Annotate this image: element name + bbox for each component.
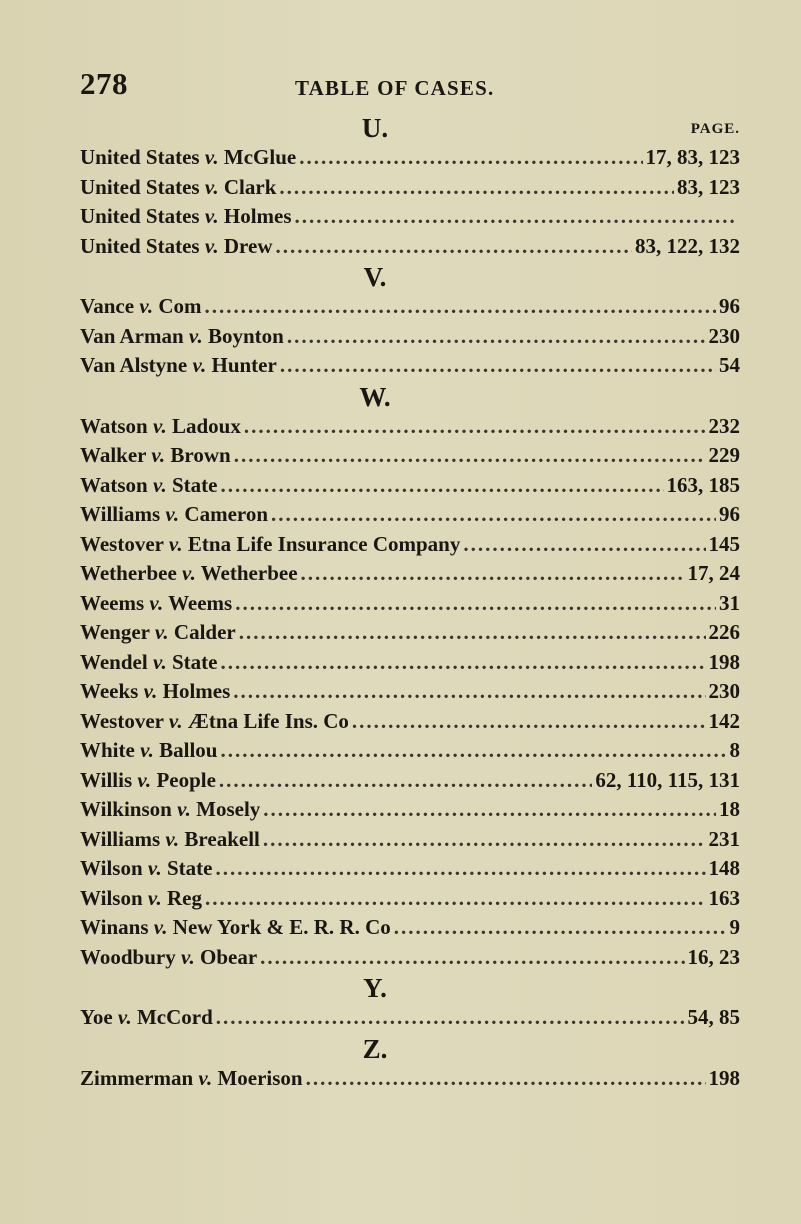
case-entry (80, 471, 740, 501)
defendant: Mosely (196, 797, 261, 821)
case-name (80, 1003, 213, 1033)
section-z (80, 1034, 740, 1094)
dot-leader (295, 202, 737, 232)
case-entry (80, 648, 740, 678)
defendant: Weems (168, 590, 233, 615)
dot-leader (205, 884, 706, 914)
plaintiff: United States (80, 174, 200, 199)
plaintiff: Vance (80, 294, 135, 318)
versus: v. (204, 145, 219, 169)
section-y (80, 973, 740, 1033)
dot-leader (220, 648, 705, 678)
defendant: Cameron (184, 502, 269, 526)
page-references: 31 (719, 590, 740, 615)
page-references: 62, 110, 115, 131 (595, 767, 740, 792)
versus: v. (204, 174, 219, 199)
case-name (80, 589, 232, 619)
section-w (80, 382, 740, 973)
plaintiff: Watson (80, 472, 148, 497)
dot-leader (219, 766, 592, 796)
case-name (80, 202, 292, 232)
page-references: 142 (708, 708, 740, 733)
dot-leader (263, 795, 716, 825)
section-letter: V. (363, 262, 387, 292)
defendant: Etna Life Insurance Company (187, 531, 461, 556)
dot-leader (235, 589, 716, 619)
case-entry (80, 825, 740, 855)
page-header (80, 66, 740, 110)
plaintiff: Willis (80, 767, 133, 792)
case-entry (80, 943, 740, 973)
case-name (80, 913, 391, 943)
dot-leader (287, 322, 706, 352)
case-entry (80, 322, 740, 352)
case-entry (80, 530, 740, 560)
case-name (80, 143, 296, 173)
page-references: 54 (719, 353, 740, 377)
dot-leader (244, 412, 706, 442)
case-name (80, 943, 257, 973)
plaintiff: Williams (80, 826, 161, 851)
defendant: McCord (136, 1005, 213, 1029)
versus: v. (168, 531, 183, 556)
dot-leader (234, 441, 706, 471)
page-references: 229 (708, 443, 740, 467)
dot-leader (205, 292, 716, 322)
versus: v. (151, 443, 166, 467)
dot-leader (275, 232, 632, 262)
versus: v. (154, 620, 169, 644)
dot-leader (306, 1064, 706, 1094)
versus: v. (198, 1065, 213, 1090)
defendant: State (171, 472, 218, 497)
dot-leader (271, 500, 716, 530)
plaintiff: Yoe (80, 1005, 113, 1029)
case-entry (80, 202, 740, 232)
versus: v. (204, 204, 219, 228)
versus: v. (153, 915, 168, 939)
page-references: 96 (719, 294, 740, 318)
page-references: 163, 185 (666, 472, 740, 497)
dot-leader (279, 173, 674, 203)
versus: v. (152, 472, 167, 497)
page-references: 232 (708, 413, 740, 438)
case-name (80, 854, 212, 884)
plaintiff: Watson (80, 413, 148, 438)
case-name (80, 736, 217, 766)
plaintiff: Walker (80, 443, 147, 467)
versus: v. (147, 885, 162, 910)
dot-leader (263, 825, 706, 855)
case-name (80, 648, 217, 678)
case-entry (80, 559, 740, 589)
case-entry (80, 292, 740, 322)
case-name (80, 500, 268, 530)
page-references: 9 (729, 915, 740, 939)
plaintiff: Wilkinson (80, 797, 172, 821)
page-references: 17, 83, 123 (645, 145, 740, 169)
page-references: 96 (719, 502, 740, 526)
case-entry (80, 412, 740, 442)
case-entry (80, 766, 740, 796)
section-heading-row (80, 111, 740, 143)
page-references: 54, 85 (687, 1005, 740, 1029)
dot-leader (215, 854, 705, 884)
case-name (80, 292, 202, 322)
case-name (80, 530, 460, 560)
defendant: Brown (170, 443, 231, 467)
defendant: Ætna Life Ins. Co (187, 708, 349, 733)
case-name (80, 471, 217, 501)
case-entry (80, 1064, 740, 1094)
dot-leader (233, 677, 705, 707)
case-name (80, 707, 349, 737)
dot-leader (220, 471, 663, 501)
section-letter: Z. (362, 1033, 388, 1064)
section-letter: U. (361, 113, 389, 143)
versus: v. (204, 233, 219, 258)
plaintiff: Westover (80, 708, 164, 733)
plaintiff: Wendel (80, 649, 148, 674)
versus: v. (180, 944, 195, 969)
case-entry (80, 854, 740, 884)
case-entry (80, 173, 740, 203)
page-references: 148 (708, 856, 740, 880)
case-name (80, 766, 216, 796)
versus: v. (188, 323, 203, 348)
case-entry (80, 143, 740, 173)
page-references: 8 (729, 738, 740, 762)
defendant: Holmes (223, 204, 292, 228)
section-letter: Y. (363, 973, 387, 1003)
table-of-cases (80, 110, 740, 1093)
section-v (80, 262, 740, 381)
dot-leader (463, 530, 705, 560)
case-name (80, 1064, 303, 1094)
plaintiff: United States (80, 204, 200, 228)
dot-leader (220, 736, 726, 766)
page-references: 163 (708, 885, 740, 910)
versus: v. (137, 767, 152, 792)
defendant: Clark (223, 174, 277, 199)
plaintiff: Van Arman (80, 323, 184, 348)
plaintiff: Van Alstyne (80, 353, 188, 377)
case-entry (80, 884, 740, 914)
case-entry (80, 795, 740, 825)
case-name (80, 825, 260, 855)
page-references: 231 (708, 826, 740, 851)
defendant: State (171, 649, 218, 674)
section-u (80, 111, 740, 261)
versus: v. (182, 561, 196, 585)
defendant: Moerison (217, 1065, 303, 1090)
defendant: Obear (200, 944, 258, 969)
plaintiff: Woodbury (80, 944, 176, 969)
dot-leader (301, 559, 685, 589)
page-references: 18 (719, 797, 740, 821)
case-entry (80, 232, 740, 262)
case-name (80, 173, 276, 203)
defendant: State (166, 856, 213, 880)
case-name (80, 351, 277, 381)
case-entry (80, 500, 740, 530)
dot-leader (239, 618, 706, 648)
dot-leader (352, 707, 706, 737)
versus: v. (152, 649, 167, 674)
page-references: 230 (708, 679, 740, 703)
defendant: Reg (166, 885, 202, 910)
dot-leader (280, 351, 716, 381)
plaintiff: Wilson (80, 856, 143, 880)
case-entry (80, 736, 740, 766)
versus: v. (165, 826, 180, 851)
defendant: New York & E. R. R. Co (172, 915, 391, 939)
case-entry (80, 441, 740, 471)
versus: v. (192, 353, 207, 377)
page-column-label: PAGE. (690, 121, 740, 137)
plaintiff: Weems (80, 590, 145, 615)
plaintiff: Wenger (80, 620, 150, 644)
plaintiff: White (80, 738, 135, 762)
versus: v. (165, 502, 180, 526)
defendant: Breakell (184, 826, 260, 851)
defendant: Wetherbee (200, 561, 298, 585)
page-references: 17, 24 (687, 561, 740, 585)
case-name (80, 677, 230, 707)
defendant: Ballou (159, 738, 218, 762)
defendant: People (156, 767, 216, 792)
versus: v. (139, 294, 154, 318)
plaintiff: Wetherbee (80, 561, 177, 585)
running-title: TABLE OF CASES. (295, 76, 495, 100)
page-references: 145 (708, 531, 740, 556)
case-name (80, 618, 236, 648)
defendant: McGlue (223, 145, 297, 169)
dot-leader (299, 143, 642, 173)
dot-leader (260, 943, 684, 973)
case-name (80, 795, 260, 825)
page-references: 16, 23 (687, 944, 740, 969)
plaintiff: Wilson (80, 885, 143, 910)
defendant: Hunter (211, 353, 277, 377)
page-references: 83, 122, 132 (635, 233, 740, 258)
page-number: 278 (80, 66, 128, 101)
versus: v. (143, 679, 158, 703)
case-entry (80, 677, 740, 707)
versus: v. (177, 797, 191, 821)
case-name (80, 884, 202, 914)
defendant: Com (158, 294, 202, 318)
case-entry (80, 1003, 740, 1033)
versus: v. (152, 413, 167, 438)
plaintiff: United States (80, 145, 200, 169)
case-entry (80, 351, 740, 381)
defendant: Drew (223, 233, 273, 258)
versus: v. (117, 1005, 132, 1029)
plaintiff: Williams (80, 502, 161, 526)
case-name (80, 322, 284, 352)
dot-leader (394, 913, 727, 943)
versus: v. (147, 856, 162, 880)
plaintiff: Weeks (80, 679, 139, 703)
plaintiff: Westover (80, 531, 164, 556)
versus: v. (168, 708, 183, 733)
page-references: 230 (708, 323, 740, 348)
plaintiff: Zimmerman (80, 1065, 194, 1090)
case-entry (80, 589, 740, 619)
case-name (80, 441, 231, 471)
defendant: Calder (173, 620, 236, 644)
case-name (80, 559, 298, 589)
page-references: 198 (708, 649, 740, 674)
dot-leader (216, 1003, 685, 1033)
versus: v. (149, 590, 164, 615)
page-references: 83, 123 (677, 174, 740, 199)
defendant: Holmes (162, 679, 231, 703)
page-references: 198 (708, 1065, 740, 1090)
case-name (80, 232, 272, 262)
plaintiff: Winans (80, 915, 149, 939)
case-name (80, 412, 241, 442)
plaintiff: United States (80, 233, 200, 258)
case-entry (80, 618, 740, 648)
defendant: Ladoux (171, 413, 241, 438)
case-entry (80, 707, 740, 737)
defendant: Boynton (207, 323, 284, 348)
versus: v. (140, 738, 154, 762)
section-letter: W. (359, 381, 391, 412)
page-references: 226 (708, 620, 740, 644)
case-entry (80, 913, 740, 943)
